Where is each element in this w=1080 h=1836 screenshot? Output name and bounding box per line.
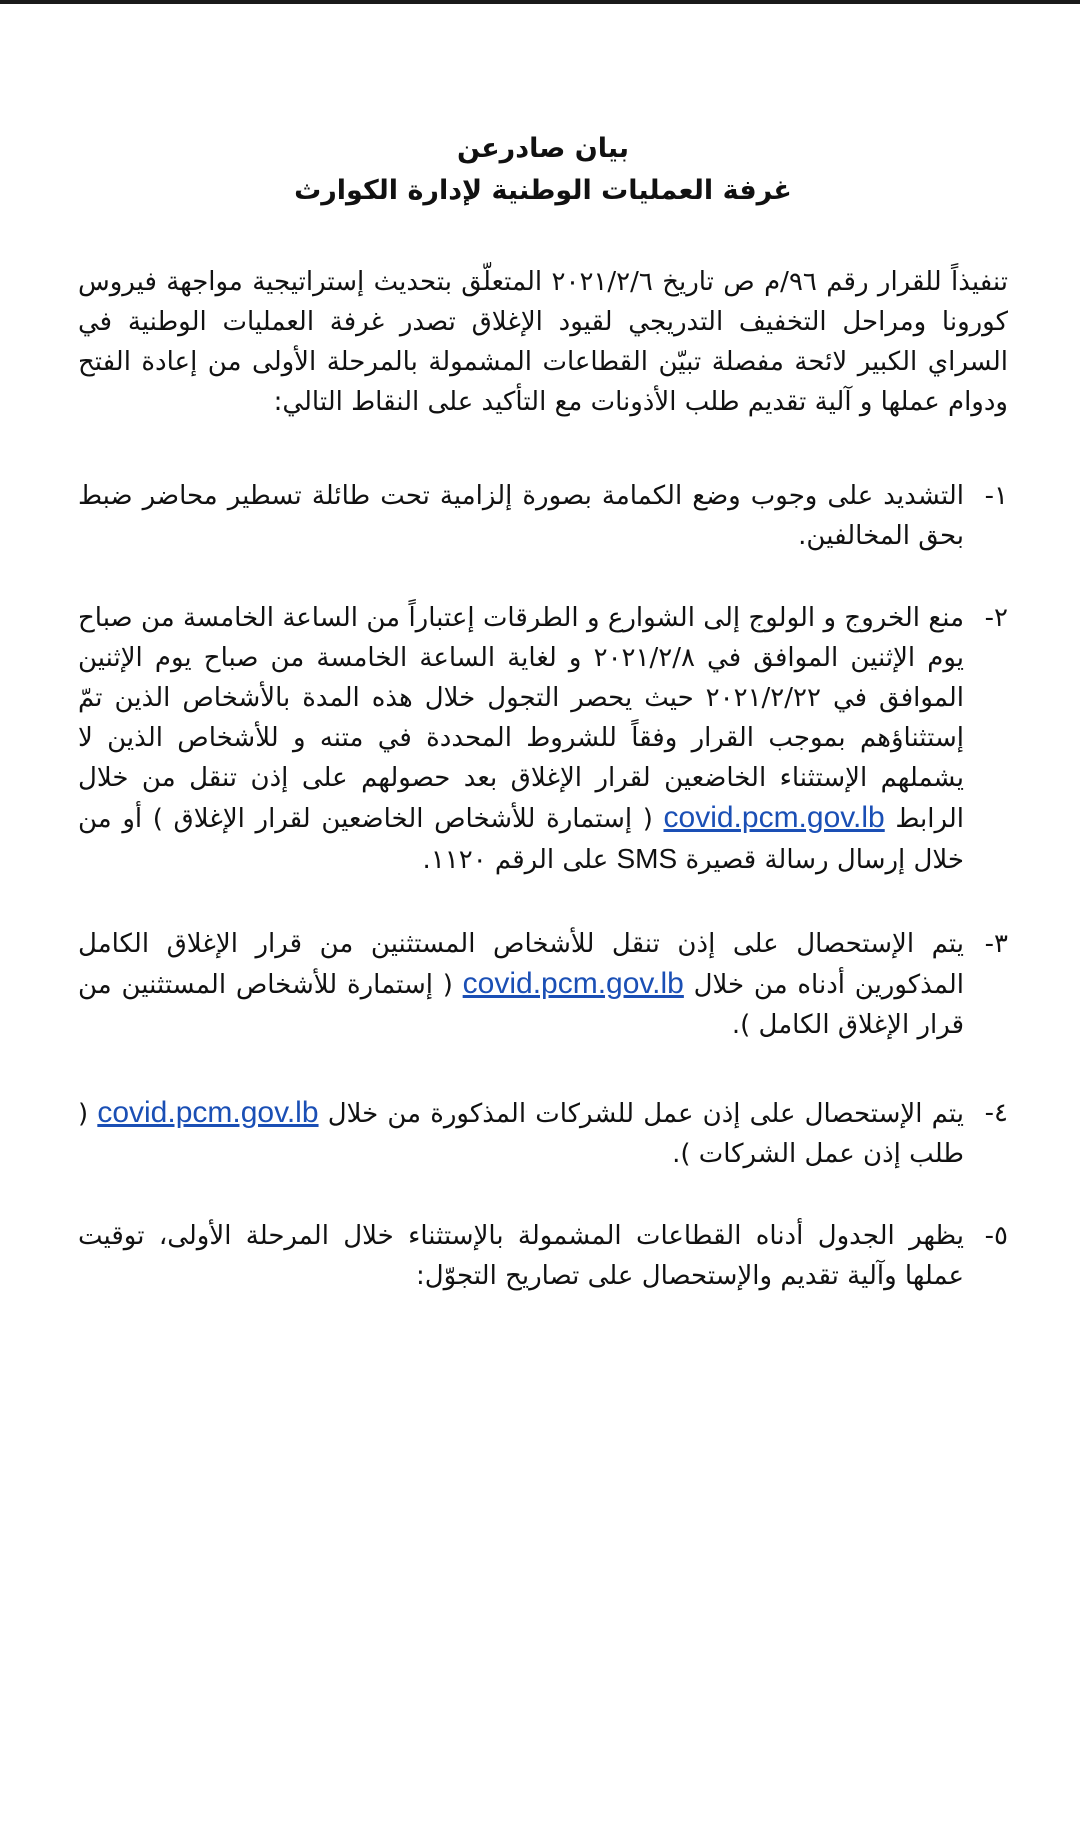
top-border-line	[0, 0, 1080, 4]
item-number: ٣-	[984, 929, 1008, 959]
covid-link[interactable]: covid.pcm.gov.lb	[97, 1096, 319, 1129]
item-number: ٥-	[984, 1221, 1008, 1251]
item-number: ٤-	[984, 1098, 1008, 1128]
sms-label: SMS	[616, 843, 678, 874]
intro-paragraph: تنفيذاً للقرار رقم ٩٦/م ص تاريخ ٢٠٢١/٢/٦ المتعلّق بتحديث إستراتيجية مواجهة فيروس كورونا ومراحل التخفيف التدريجي لقيود الإغلاق تصدر غرفة العمليات الوطنية في السراي الكبير لائحة مفصلة تبيّن القطاعات المشمولة بالمرحلة الأولى من إعادة الفتح ودوام عملها و آلية تقديم طلب الأذونات مع التأكيد على النقاط التالي:	[78, 267, 1009, 417]
heading-line-1: بيان صادرعن	[456, 133, 630, 164]
item-text-part: ( طلب إذن عمل الشركات ).	[78, 1099, 964, 1169]
item-text-part: ( إستمارة للأشخاص المستثنين من قرار الإغلاق الكامل ).	[78, 970, 964, 1040]
item-text-part: ( إستمارة للأشخاص الخاضعين لقرار الإغلاق ) أو من خلال إرسال رسالة قصيرة	[78, 804, 964, 875]
item-text	[78, 924, 964, 1045]
statement-heading	[78, 128, 1008, 212]
list-item-3	[78, 924, 1008, 1045]
item-text-part: على الرقم ١١٢٠.	[422, 845, 609, 875]
item-number: ٢-	[984, 603, 1008, 633]
list-item-2	[78, 598, 1008, 880]
list-item-5	[78, 1216, 1008, 1296]
item-text	[78, 598, 964, 880]
covid-link[interactable]: covid.pcm.gov.lb	[663, 801, 885, 834]
covid-link[interactable]: covid.pcm.gov.lb	[462, 967, 684, 1000]
heading-line-2: غرفة العمليات الوطنية لإدارة الكوارث	[294, 175, 792, 206]
item-text: التشديد على وجوب وضع الكمامة بصورة إلزامية تحت طائلة تسطير محاضر ضبط بحق المخالفين.	[78, 481, 964, 551]
item-text-part: يتم الإستحصال على إذن تنقل للأشخاص المستثنين من قرار الإغلاق الكامل المذكورين أدناه من خلال	[78, 929, 964, 1000]
item-text	[78, 1093, 964, 1174]
item-text-part: منع الخروج و الولوج إلى الشوارع و الطرقات إعتباراً من الساعة الخامسة من صباح يوم الإثنين الموافق في ٢٠٢١/٢/٨ و لغاية الساعة الخامسة من صباح يوم الإثنين الموافق في ٢٠٢١/٢/٢٢ حيث يحصر التجول خلال هذه المدة بالأشخاص الذين تمّ إستثناؤهم بموجب القرار وفقاً للشروط المحددة في متنه و للأشخاص الذين لا يشملهم الإستثناء الخاضعين لقرار الإغلاق بعد حصولهم على إذن تنقل من خلال الرابط	[78, 603, 965, 834]
item-number: ١-	[984, 481, 1008, 511]
item-text-part: يتم الإستحصال على إذن عمل للشركات المذكورة من خلال	[327, 1099, 965, 1129]
item-text: يظهر الجدول أدناه القطاعات المشمولة بالإستثناء خلال المرحلة الأولى، توقيت عملها وآلية تقديم والإستحصال على تصاريح التجوّل:	[78, 1221, 964, 1291]
statement-document	[78, 128, 1008, 1296]
list-item-1	[78, 476, 1008, 556]
list-item-4	[78, 1093, 1008, 1174]
